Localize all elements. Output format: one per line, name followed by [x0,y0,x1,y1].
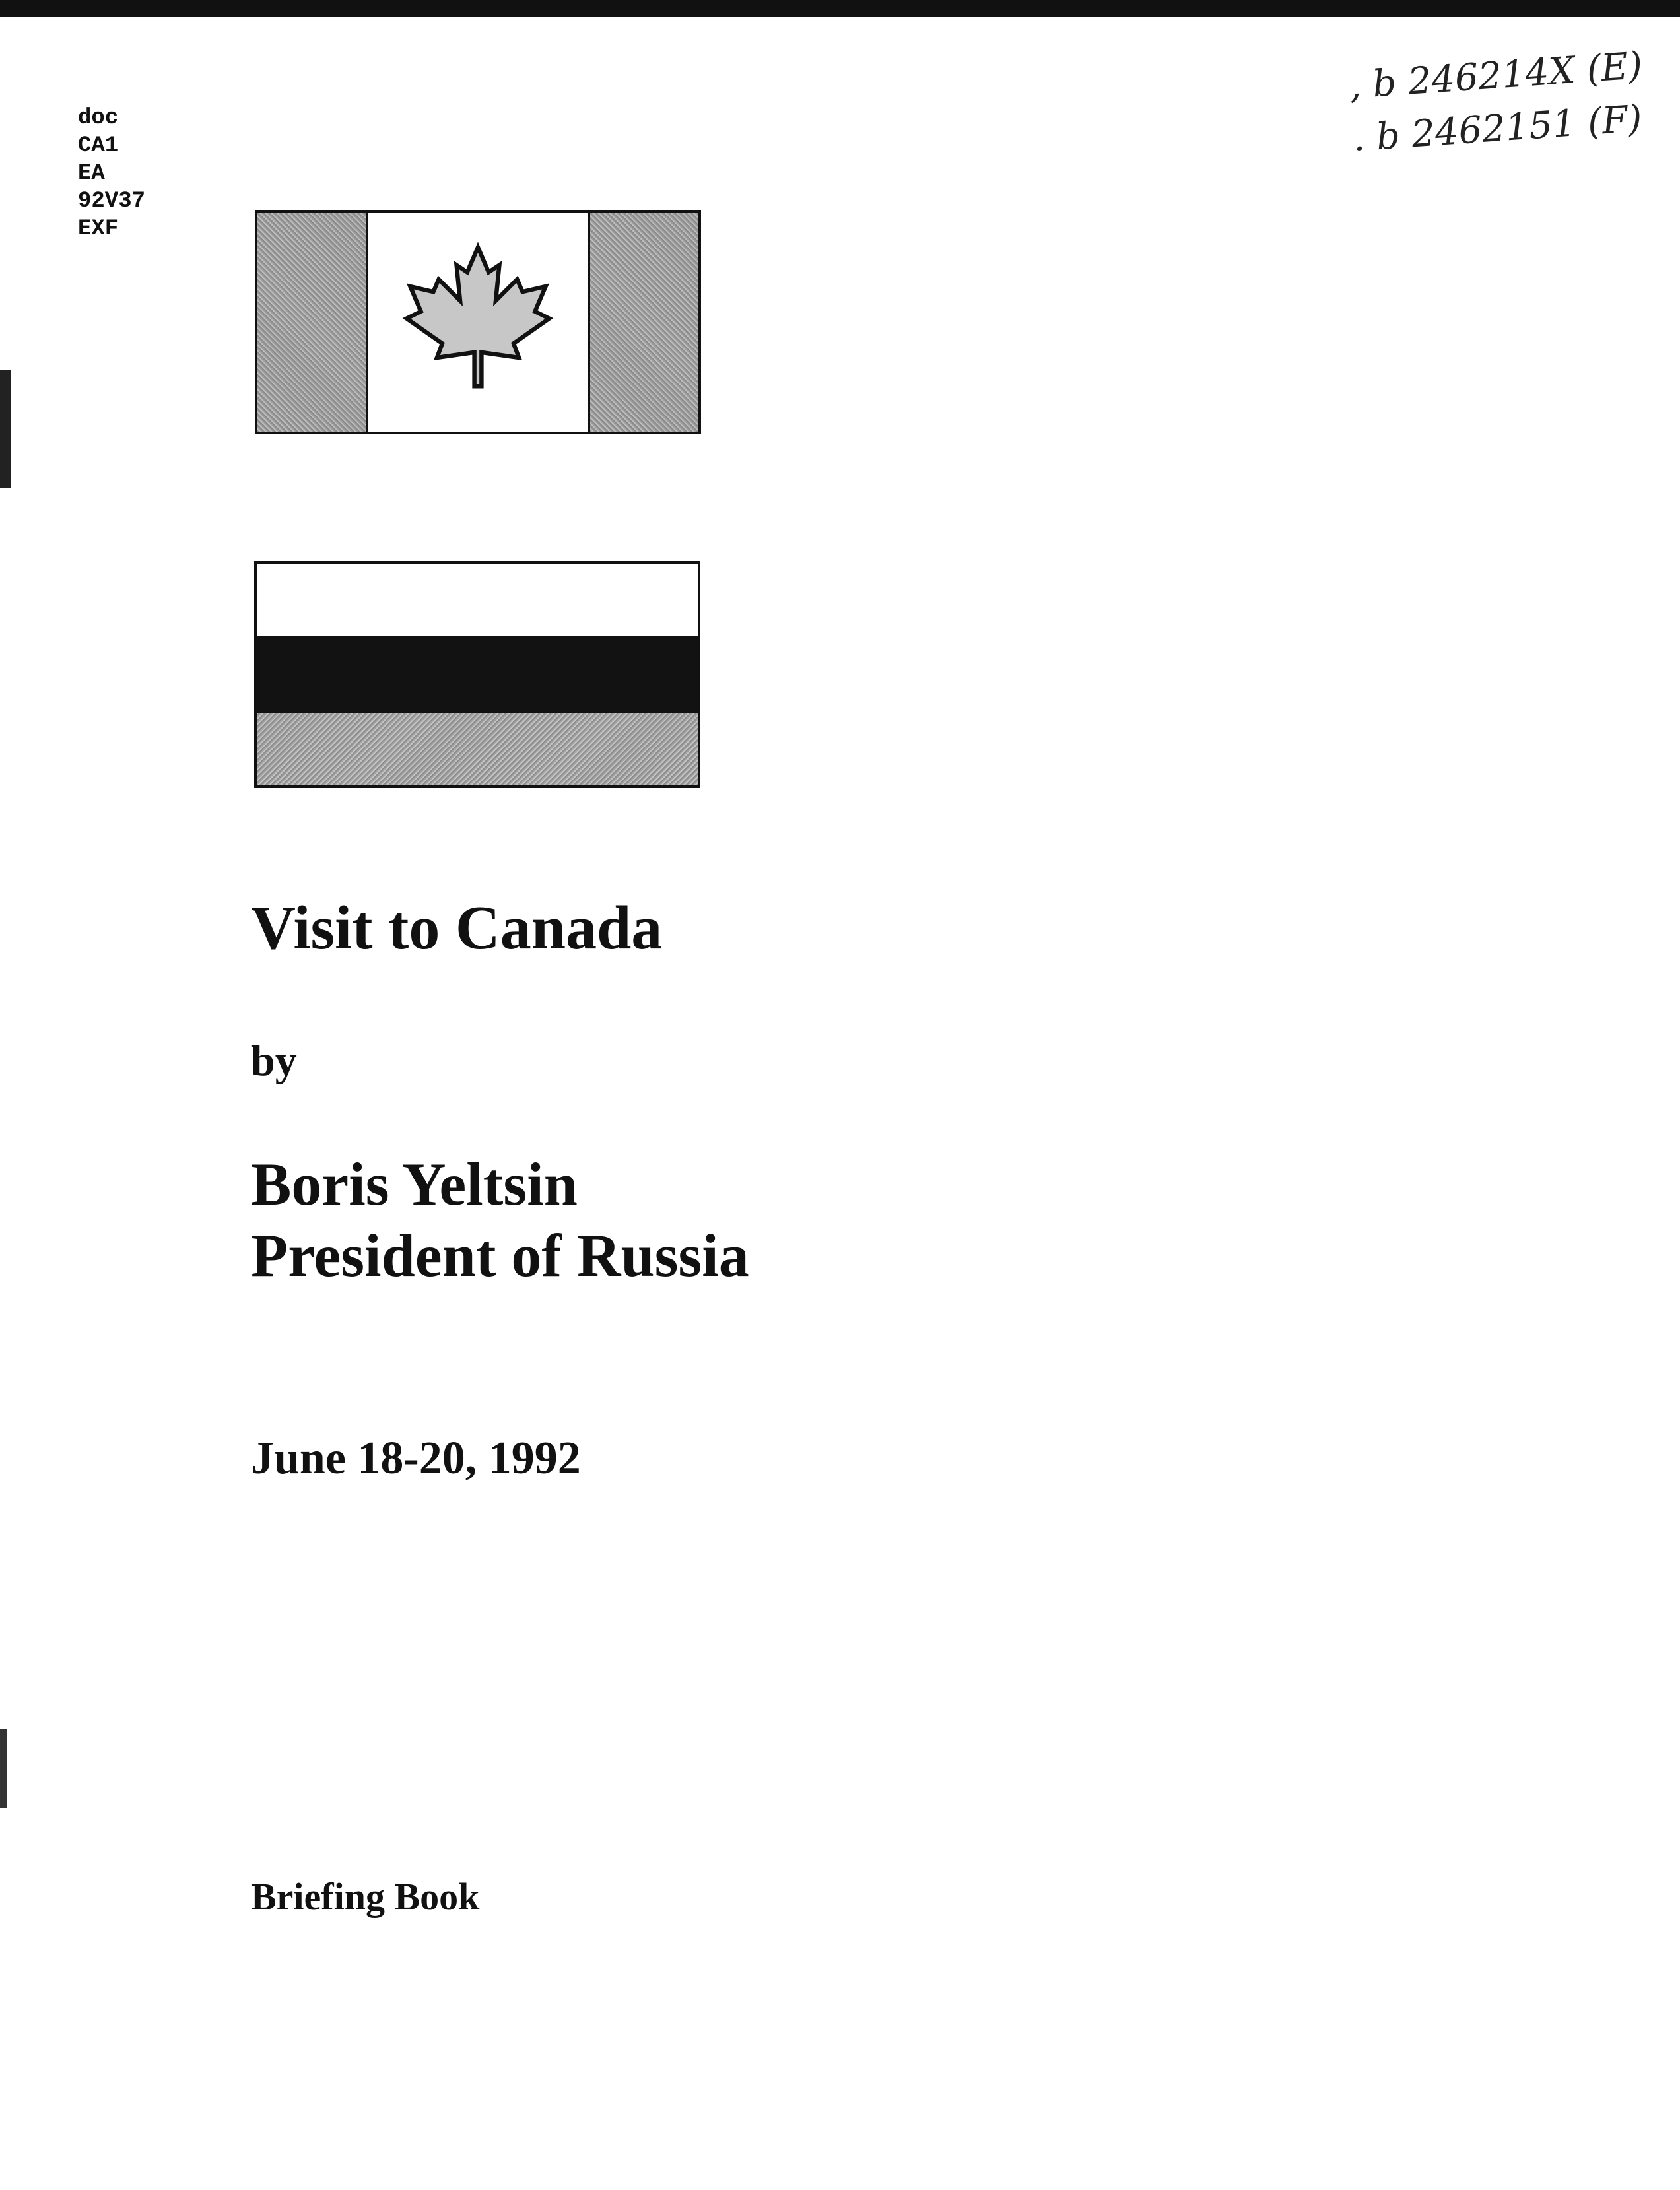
canada-flag [255,210,701,434]
handwritten-line: , b 246214X (E) [1347,44,1644,108]
call-number-line: 92V37 [78,189,146,214]
call-number-line: CA1 [78,133,119,158]
scan-left-edge [0,370,11,488]
document-title: Visit to Canada [251,894,663,962]
handwritten-line: . b 2462151 (F) [1351,97,1644,160]
call-number-line: EXF [78,216,119,242]
visitor-name: Boris Yeltsin [251,1150,578,1218]
library-call-number [78,104,145,243]
visitor-block [251,1148,749,1291]
document-subtitle: Briefing Book [251,1875,480,1918]
russia-flag-red-stripe [257,711,698,785]
scan-top-edge [0,0,1680,17]
maple-leaf-icon [389,233,567,411]
russia-flag-white-stripe [257,564,698,638]
canada-flag-right-band [590,213,698,432]
handwritten-annotation [1347,40,1648,166]
scan-left-edge-lower [0,1729,7,1808]
canada-flag-left-band [257,213,366,432]
visitor-position: President of Russia [251,1222,749,1289]
call-number-line: doc [78,106,119,131]
russia-flag-blue-stripe [257,638,698,711]
call-number-line: EA [78,161,105,186]
visit-dates: June 18-20, 1992 [251,1433,581,1484]
by-label: by [251,1037,297,1085]
canada-flag-center [366,213,590,432]
russia-flag [254,561,700,788]
